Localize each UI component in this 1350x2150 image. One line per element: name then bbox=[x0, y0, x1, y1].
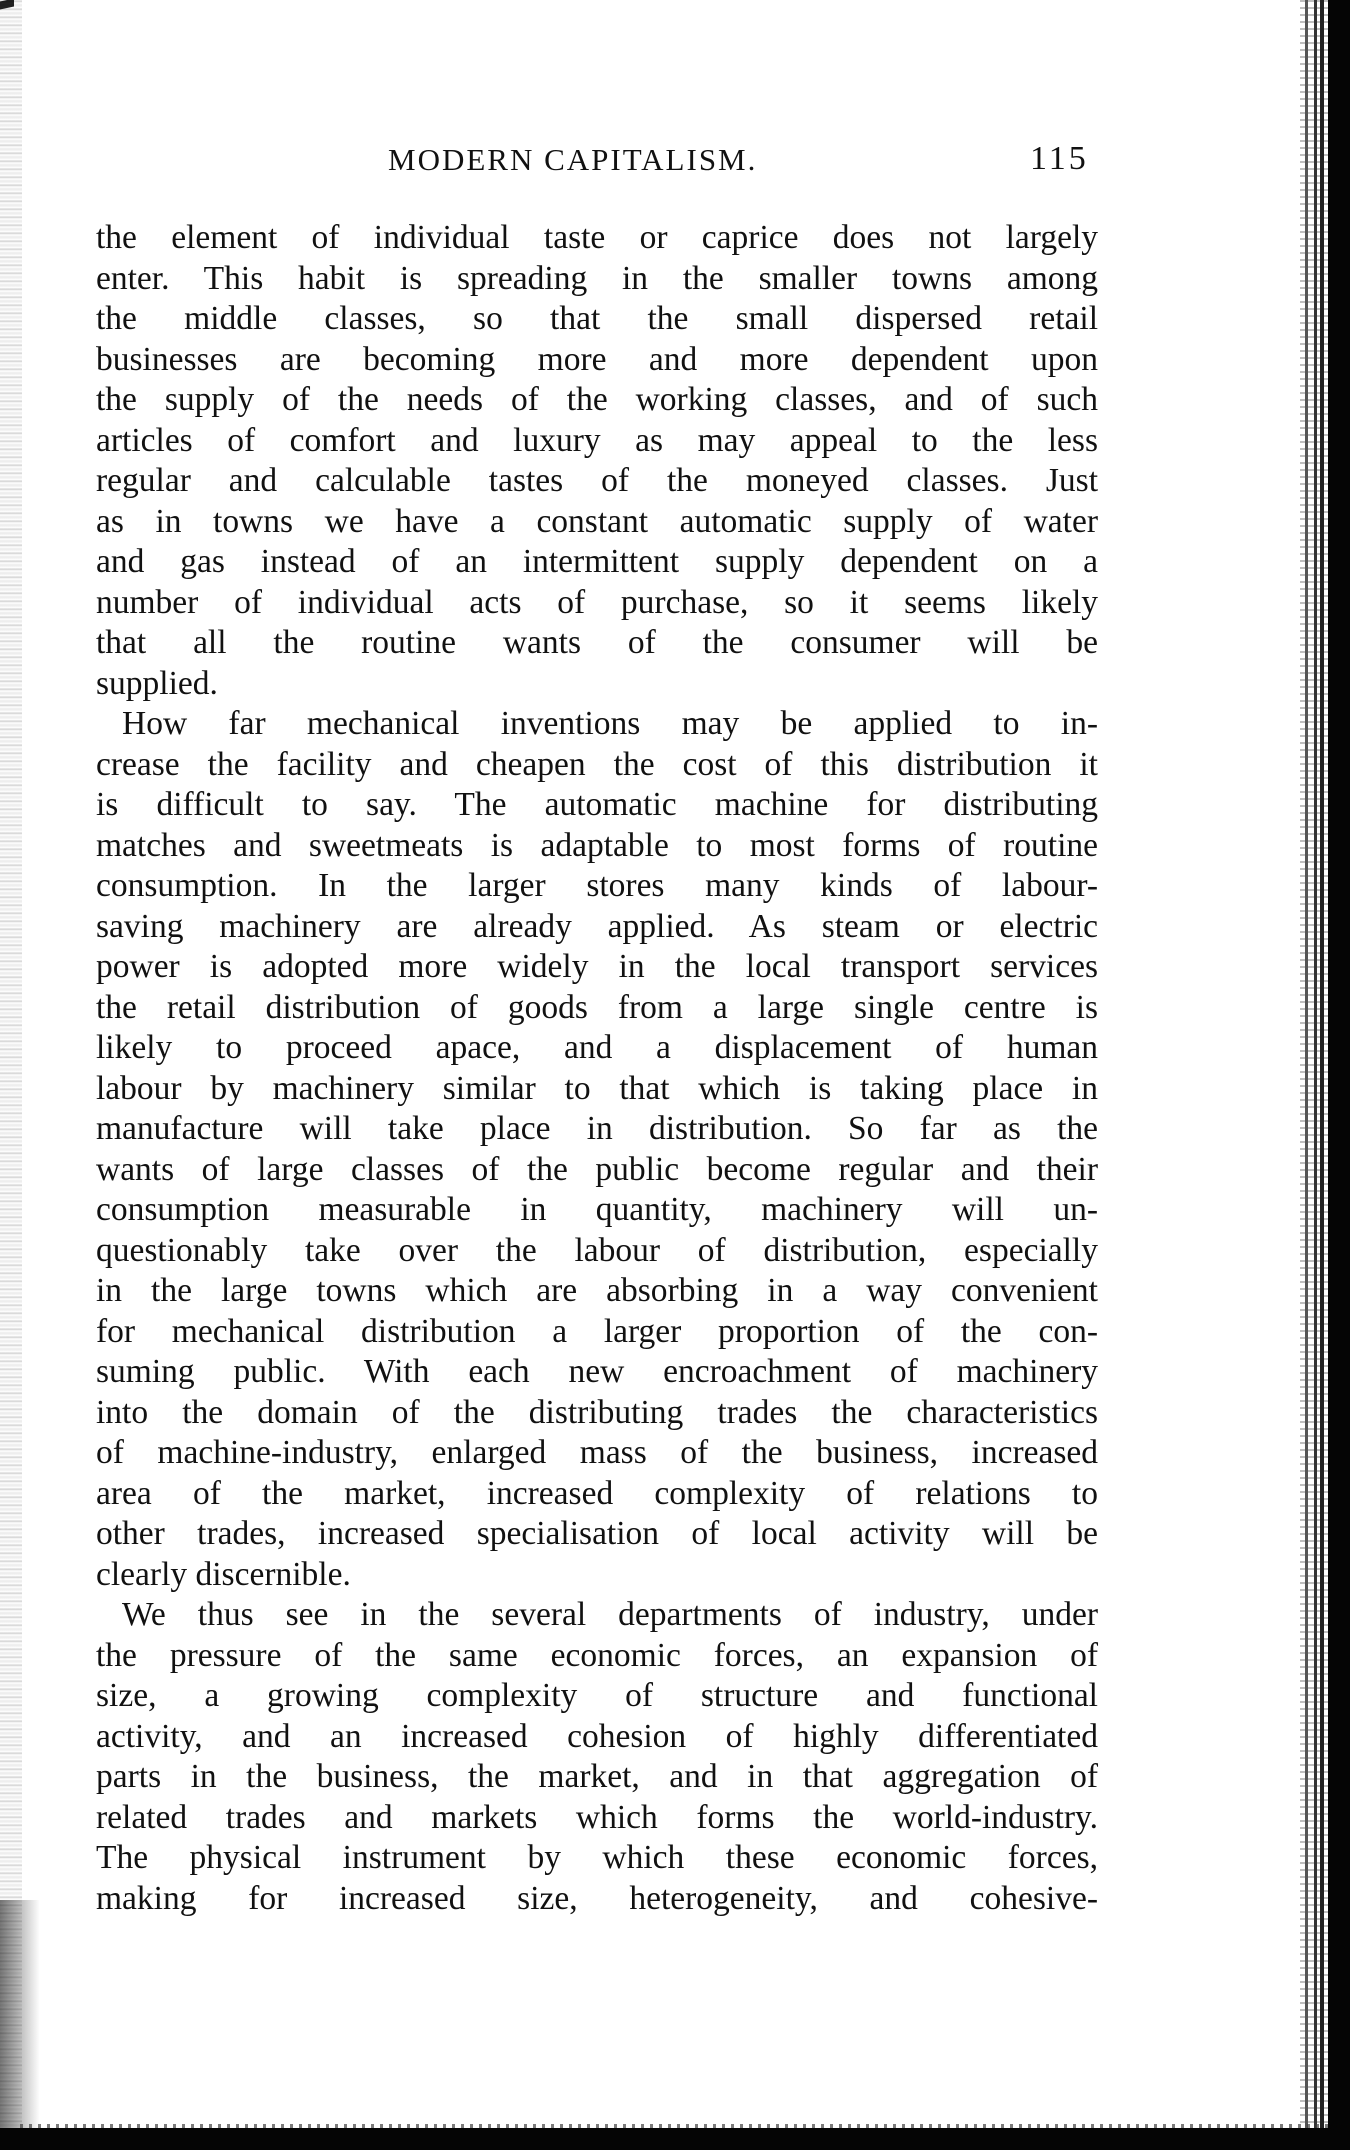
text-line: matches and sweetmeats is adaptable to most forms of routine bbox=[96, 826, 1098, 864]
book-spine-edge bbox=[1270, 0, 1350, 2150]
text-line: parts in the business, the market, and in that aggregation of bbox=[96, 1758, 1098, 1795]
paragraph bbox=[96, 218, 1098, 704]
text-line: the supply of the needs of the working classes, and of such bbox=[96, 381, 1098, 418]
text-line: the retail distribution of goods from a large single centre is bbox=[96, 988, 1098, 1026]
text-line: into the domain of the distributing trades the characteristics bbox=[96, 1393, 1098, 1431]
text-line: likely to proceed apace, and a displacement of human bbox=[96, 1029, 1098, 1066]
text-line: of machine-industry, enlarged mass of the business, increased bbox=[96, 1434, 1098, 1471]
text-line: power is adopted more widely in the local transport services bbox=[96, 948, 1098, 985]
text-line: The physical instrument by which these economic forces, bbox=[96, 1839, 1098, 1876]
text-line: manufacture will take place in distribution. So far as the bbox=[96, 1110, 1098, 1147]
text-line: questionably take over the labour of distribution, especially bbox=[96, 1231, 1098, 1269]
text-line: suming public. With each new encroachment of machinery bbox=[96, 1353, 1098, 1390]
text-line: other trades, increased specialisation of local activity will be bbox=[96, 1515, 1098, 1552]
text-line: the middle classes, so that the small dispersed retail bbox=[96, 300, 1098, 337]
scan-bottom-border bbox=[0, 2128, 1350, 2150]
text-line: regular and calculable tastes of the moneyed classes. Just bbox=[96, 462, 1098, 499]
text-line: the pressure of the same economic forces, an expansion of bbox=[96, 1636, 1098, 1674]
running-title: MODERN CAPITALISM. bbox=[388, 142, 758, 177]
text-line: businesses are becoming more and more dependent upon bbox=[96, 340, 1098, 378]
text-line: that all the routine wants of the consumer will be bbox=[96, 624, 1098, 661]
text-line: enter. This habit is spreading in the smaller towns among bbox=[96, 259, 1098, 297]
text-line: articles of comfort and luxury as may appeal to the less bbox=[96, 421, 1098, 459]
text-line: size, a growing complexity of structure and functional bbox=[96, 1677, 1098, 1714]
page-left-edge-shadow bbox=[0, 1900, 40, 2150]
text-line: is difficult to say. The automatic machine for distributing bbox=[96, 786, 1098, 823]
text-line: saving machinery are already applied. As steam or electric bbox=[96, 907, 1098, 945]
text-line: We thus see in the several departments of industry, under bbox=[122, 1596, 1098, 1633]
text-line: wants of large classes of the public become regular and their bbox=[96, 1150, 1098, 1188]
paragraph bbox=[96, 704, 1098, 1595]
text-line: the element of individual taste or caprice does not largely bbox=[96, 219, 1098, 256]
body-text bbox=[96, 218, 1098, 1919]
text-line: as in towns we have a constant automatic supply of water bbox=[96, 502, 1098, 540]
text-line: consumption measurable in quantity, machinery will un- bbox=[96, 1191, 1098, 1228]
text-line: activity, and an increased cohesion of highly differentiated bbox=[96, 1717, 1098, 1755]
text-line: making for increased size, heterogeneity, and cohesive- bbox=[96, 1879, 1098, 1917]
text-line: labour by machinery similar to that which is taking place in bbox=[96, 1069, 1098, 1107]
page-number: 115 bbox=[1030, 140, 1089, 177]
running-head bbox=[0, 142, 1350, 182]
text-line: crease the facility and cheapen the cost of this distribution it bbox=[96, 745, 1098, 783]
text-line: consumption. In the larger stores many kinds of labour- bbox=[96, 867, 1098, 904]
text-line: number of individual acts of purchase, so it seems likely bbox=[96, 583, 1098, 621]
text-line: and gas instead of an intermittent supply dependent on a bbox=[96, 543, 1098, 580]
text-line: in the large towns which are absorbing in a way convenient bbox=[96, 1272, 1098, 1309]
text-line: supplied. bbox=[96, 664, 218, 702]
text-line: area of the market, increased complexity of relations to bbox=[96, 1474, 1098, 1512]
paragraph bbox=[96, 1595, 1098, 1919]
text-line: related trades and markets which forms the world-industry. bbox=[96, 1798, 1098, 1836]
text-line: How far mechanical inventions may be applied to in- bbox=[122, 705, 1098, 742]
page-left-edge bbox=[0, 0, 22, 2150]
text-line: clearly discernible. bbox=[96, 1555, 351, 1593]
text-line: for mechanical distribution a larger proportion of the con- bbox=[96, 1312, 1098, 1350]
